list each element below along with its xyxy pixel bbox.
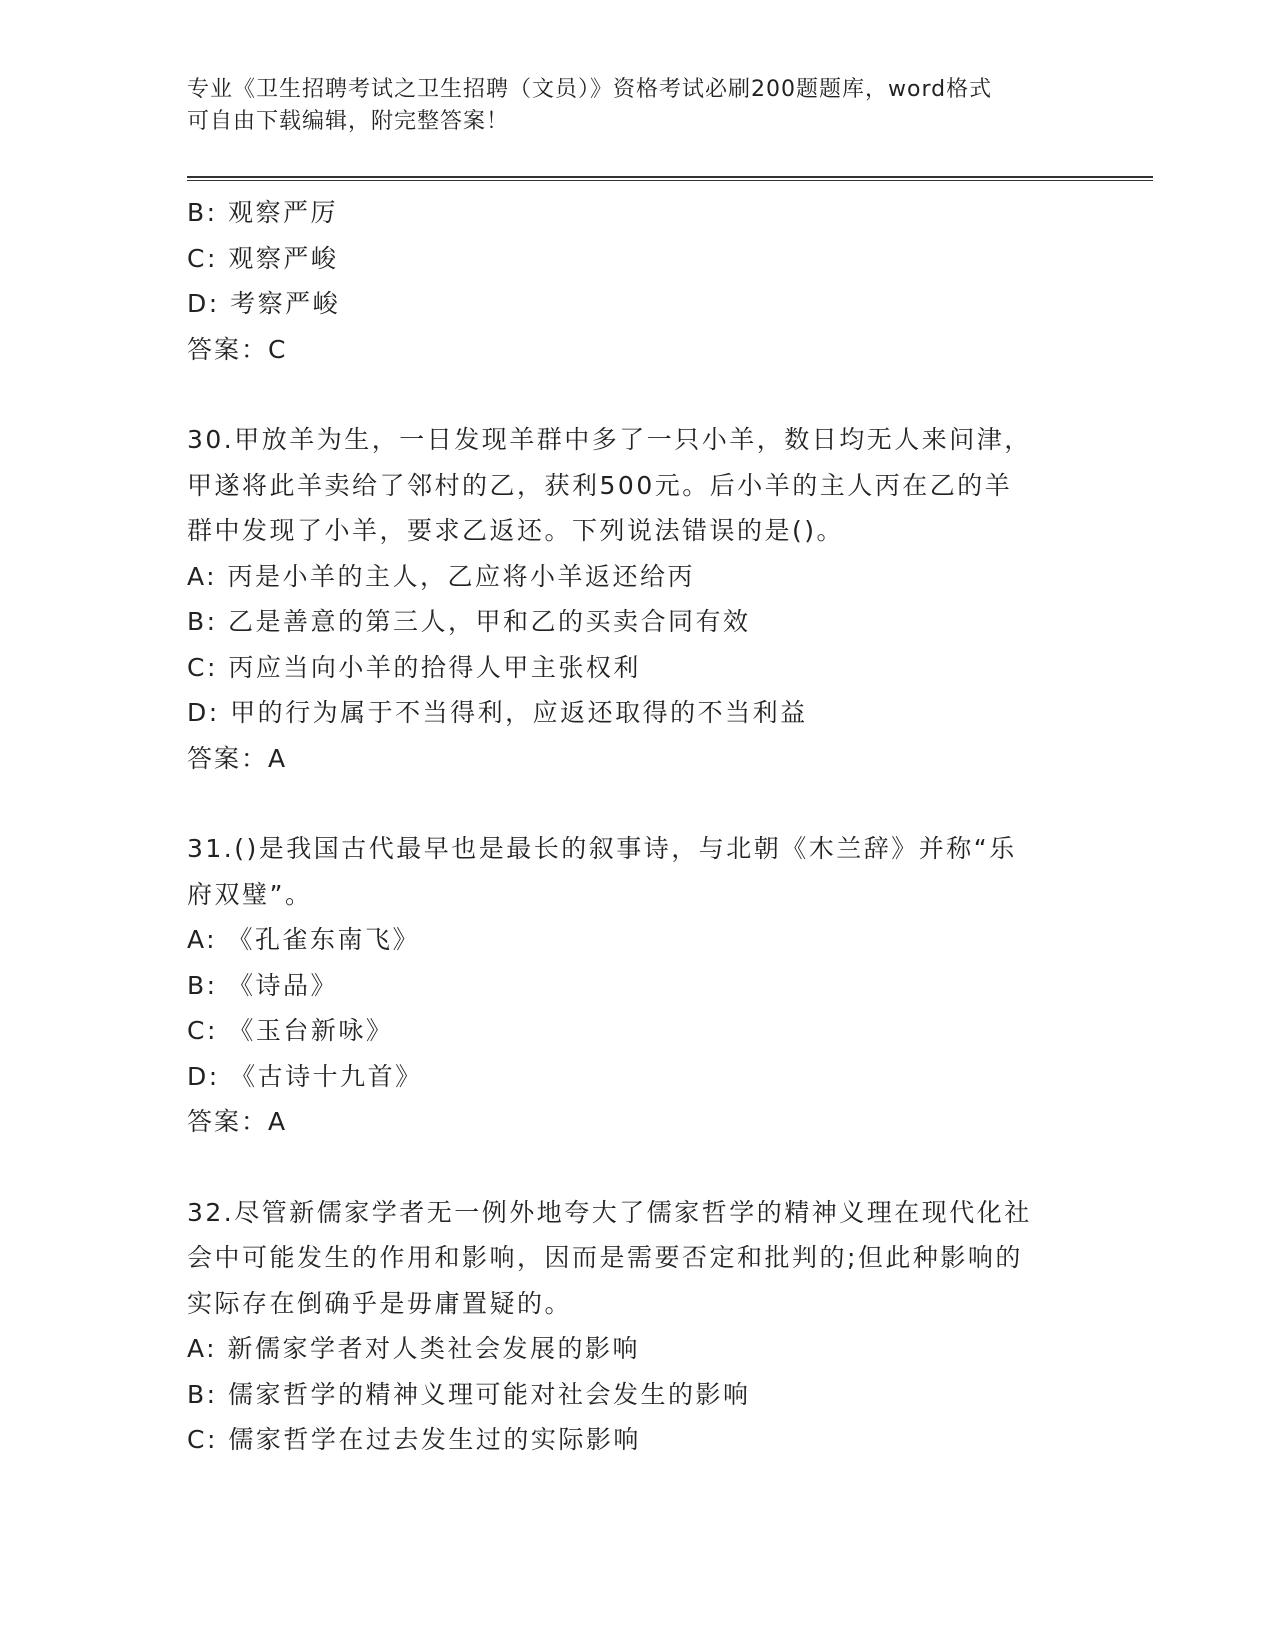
question-stem-line: 实际存在倒确乎是毋庸置疑的。 (187, 1288, 573, 1318)
question-stem-line: 30.甲放羊为生，一日发现羊群中多了一只小羊，数日均无人来问津， (187, 425, 1032, 454)
option-b: B: 观察严厉 (187, 198, 339, 227)
answer-line: 答案：C (187, 334, 288, 364)
option-a: A: 新儒家学者对人类社会发展的影响 (187, 1334, 641, 1363)
answer-line: 答案：A (187, 1107, 288, 1136)
option-d: D: 《古诗十九首》 (187, 1061, 423, 1091)
document-header (187, 74, 1067, 138)
question-32 (187, 1190, 1087, 1463)
question-stem-line: 府双璧”。 (187, 879, 313, 909)
option-d: D: 甲的行为属于不当得利，应返还取得的不当利益 (187, 698, 808, 727)
option-a: A: 丙是小羊的主人，乙应将小羊返还给丙 (187, 561, 696, 591)
document-body (187, 190, 1087, 1463)
option-b: B: 儒家哲学的精神义理可能对社会发生的影响 (187, 1379, 751, 1409)
spacer (187, 781, 1087, 826)
spacer (187, 372, 1087, 417)
header-line-1: 专业《卫生招聘考试之卫生招聘（文员）》资格考试必刷200题题库，word格式 (187, 77, 993, 102)
option-c: C: 丙应当向小羊的拾得人甲主张权利 (187, 652, 641, 682)
header-line-2: 可自由下载编辑，附完整答案！ (187, 109, 510, 134)
question-stem-line: 群中发现了小羊，要求乙返还。下列说法错误的是()。 (187, 516, 845, 545)
question-30 (187, 417, 1087, 781)
prev-question-block (187, 190, 1087, 372)
option-c: C: 《玉台新咏》 (187, 1016, 394, 1045)
question-stem-line: 甲遂将此羊卖给了邻村的乙，获利500元。后小羊的主人丙在乙的羊 (187, 470, 1013, 500)
option-c: C: 观察严峻 (187, 243, 339, 273)
question-stem-line: 32.尽管新儒家学者无一例外地夸大了儒家哲学的精神义理在现代化社 (187, 1197, 1032, 1227)
question-stem-line: 会中可能发生的作用和影响，因而是需要否定和批判的;但此种影响的 (187, 1243, 1023, 1272)
spacer (187, 1145, 1087, 1190)
option-a: A: 《孔雀东南飞》 (187, 925, 421, 954)
option-b: B: 《诗品》 (187, 970, 339, 1000)
option-b: B: 乙是善意的第三人，甲和乙的买卖合同有效 (187, 607, 751, 636)
answer-line: 答案：A (187, 743, 288, 773)
option-d: D: 考察严峻 (187, 289, 341, 318)
question-31 (187, 826, 1087, 1145)
question-stem-line: 31.()是我国古代最早也是最长的叙事诗，与北朝《木兰辞》并称“乐 (187, 834, 1017, 863)
header-divider (187, 176, 1153, 181)
option-c: C: 儒家哲学在过去发生过的实际影响 (187, 1425, 641, 1454)
